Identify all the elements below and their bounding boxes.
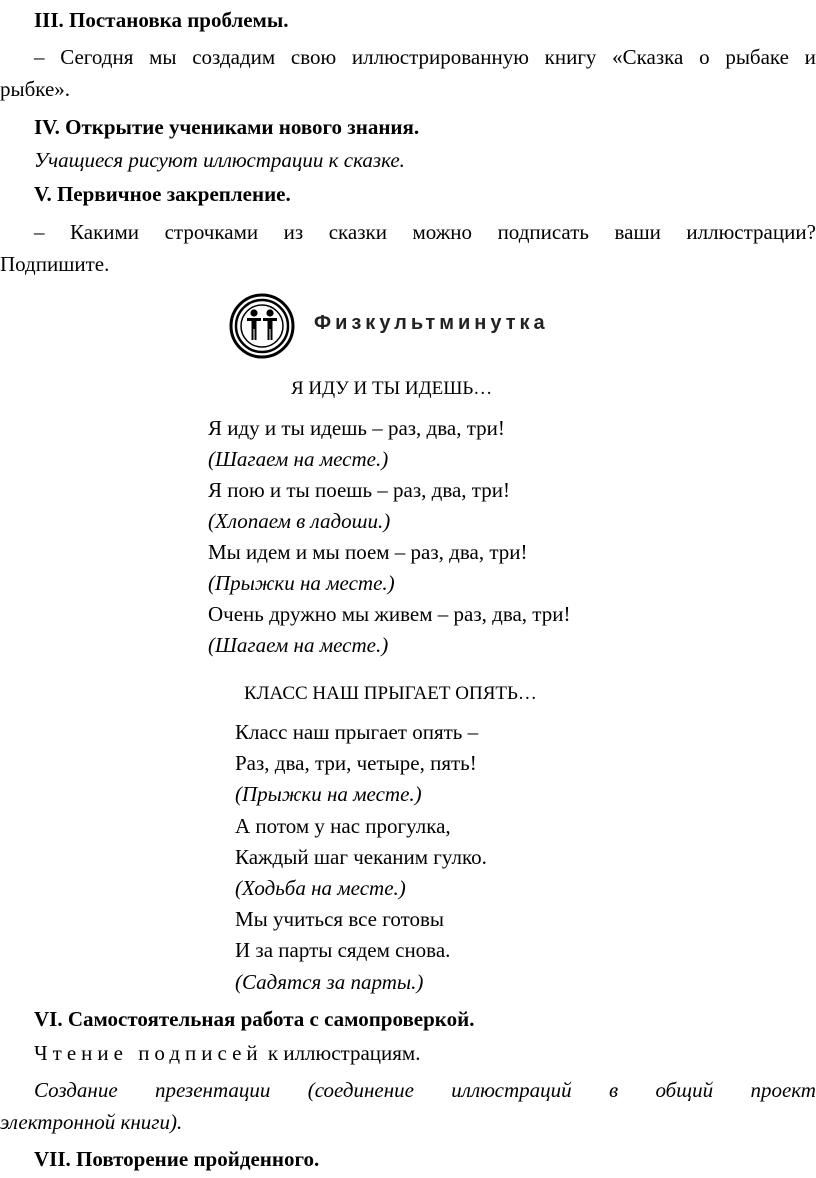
poem-instruction: (Ходьба на месте.) <box>235 876 406 900</box>
word: сказки <box>328 220 387 244</box>
section-6-text-2-line-2: электронной книги). <box>0 1110 183 1134</box>
poem-instruction: (Хлопаем в ладоши.) <box>208 509 391 533</box>
word: рыбаке <box>725 45 789 69</box>
physminute-label: Физкультминутка <box>314 312 549 334</box>
poem-line: А потом у нас прогулка, <box>235 813 451 838</box>
word: иллюстраций <box>451 1078 572 1102</box>
word: мы <box>149 45 177 69</box>
poem-instruction: (Прыжки на месте.) <box>235 782 422 807</box>
word: Создание <box>34 1078 118 1102</box>
section-5-heading: V. Первичное закрепление. <box>34 182 291 206</box>
word: о <box>699 45 710 69</box>
section-6-spaced-text: Чтение подписей <box>34 1041 263 1065</box>
poem-line: Очень дружно мы живем – раз, два, три! <box>208 602 571 626</box>
poem-1-title: Я ИДУ И ТЫ ИДЕШЬ… <box>291 378 493 399</box>
poem-instruction: (Прыжки на месте.) <box>208 571 395 595</box>
word: книгу <box>544 45 597 69</box>
section-3-text-line-1 <box>0 47 816 68</box>
word: – <box>34 45 45 69</box>
section-6-text-1-rest: к иллюстрациям. <box>262 1041 421 1065</box>
word: ваши <box>614 220 661 244</box>
two-people-icon <box>229 293 295 359</box>
word: и <box>804 45 816 69</box>
word: общий <box>655 1078 714 1102</box>
poem-line: Класс наш прыгает опять – <box>235 720 479 744</box>
poem-line: Я иду и ты идешь – раз, два, три! <box>208 416 505 440</box>
word: иллюстрированную <box>351 45 529 69</box>
section-6-heading: VI. Самостоятельная работа с самопроверкой. <box>34 1007 475 1031</box>
word: презентации <box>155 1078 271 1102</box>
word: создадим <box>192 45 276 69</box>
section-3-heading: III. Постановка проблемы. <box>34 8 289 32</box>
word: в <box>608 1078 619 1102</box>
word: Какими <box>70 220 140 244</box>
poem-line: Раз, два, три, четыре, пять! <box>235 751 477 776</box>
word: подписать <box>497 220 589 244</box>
word: проект <box>750 1078 816 1102</box>
section-4-text: Учащиеся рисуют иллюстрации к сказке. <box>34 148 405 172</box>
poem-line: Я пою и ты поешь – раз, два, три! <box>208 478 510 502</box>
word: можно <box>412 220 473 244</box>
word: строчками <box>164 220 259 244</box>
poem-line: Каждый шаг чеканим гулко. <box>235 844 487 869</box>
poem-instruction: (Шагаем на месте.) <box>208 633 389 657</box>
physminute-logo <box>229 293 295 359</box>
word: свою <box>290 45 337 69</box>
word: Сегодня <box>60 45 134 69</box>
word: – <box>34 220 45 244</box>
section-7-heading: VII. Повторение пройденного. <box>34 1147 320 1171</box>
section-6-text-2-line-1 <box>0 1080 816 1101</box>
poem-line: Мы идем и мы поем – раз, два, три! <box>208 540 528 564</box>
word: «Сказка <box>612 45 684 69</box>
poem-2-title: КЛАСС НАШ ПРЫГАЕТ ОПЯТЬ… <box>244 683 537 704</box>
section-6-text-1 <box>34 1043 420 1064</box>
word: (соединение <box>307 1078 414 1102</box>
section-5-text-line-1 <box>0 222 816 243</box>
section-3-text-line-2: рыбке». <box>0 77 71 101</box>
poem-instruction: (Садятся за парты.) <box>235 969 424 994</box>
poem-line: И за парты сядем снова. <box>235 938 451 963</box>
word: иллюстрации? <box>686 220 816 244</box>
section-4-heading: IV. Открытие учениками нового знания. <box>34 115 420 139</box>
section-5-text-line-2: Подпишите. <box>0 252 110 276</box>
word: из <box>283 220 304 244</box>
poem-instruction: (Шагаем на месте.) <box>208 447 389 471</box>
poem-line: Мы учиться все готовы <box>235 907 444 932</box>
